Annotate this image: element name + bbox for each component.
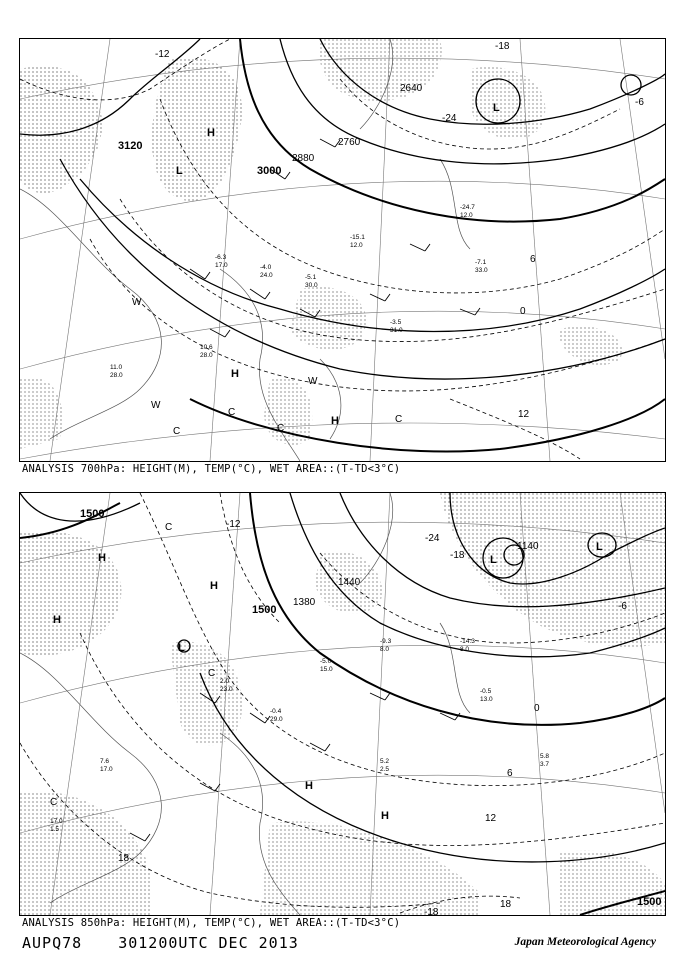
svg-text:12.0: 12.0: [350, 242, 363, 249]
wet-area: [264, 377, 312, 445]
temp-label: 12: [518, 409, 530, 420]
svg-text:13.0: 13.0: [480, 696, 493, 703]
height-label: 1500: [252, 604, 277, 616]
svg-text:7.6: 7.6: [100, 758, 110, 765]
temp-label: -6: [618, 601, 627, 612]
svg-text:17.0: 17.0: [215, 262, 228, 269]
high-pressure-center: H: [381, 810, 389, 822]
svg-text:10.6: 10.6: [200, 344, 213, 351]
svg-text:-5.1: -5.1: [305, 274, 317, 281]
svg-text:-5.0: -5.0: [320, 658, 332, 665]
height-label: 1440: [338, 577, 361, 588]
map-panel-700hpa: [19, 38, 666, 462]
wet-area: [152, 57, 242, 201]
map-panel-850hpa: [19, 492, 666, 916]
cold-center: C: [277, 423, 285, 434]
wet-area: [20, 377, 63, 449]
svg-text:-15.1: -15.1: [350, 234, 365, 241]
temp-label: -24: [442, 113, 457, 124]
temp-label: 18: [500, 899, 512, 910]
high-pressure-center: H: [98, 552, 106, 564]
height-label: 1380: [293, 597, 316, 608]
svg-text:31.0: 31.0: [390, 327, 403, 334]
svg-text:-3.5: -3.5: [390, 319, 402, 326]
svg-text:29.0: 29.0: [270, 716, 283, 723]
svg-text:2.0: 2.0: [220, 678, 230, 685]
temp-label: -18: [495, 41, 510, 52]
warm-center: W: [132, 297, 142, 308]
height-label: 2880: [292, 153, 315, 164]
wet-area: [560, 326, 622, 365]
height-label: 1140: [517, 541, 539, 552]
low-pressure-center: L: [176, 165, 183, 177]
high-pressure-center: H: [305, 780, 313, 792]
warm-center: W: [151, 400, 161, 411]
height-label: 1500: [637, 896, 662, 908]
temp-label: 6: [507, 768, 513, 779]
isotherms: [20, 39, 665, 459]
caption-700hpa: ANALYSIS 700hPa: HEIGHT(M), TEMP(°C), WET AREA::(T-TD<3°C): [22, 463, 401, 475]
height-label: 2640: [400, 83, 423, 94]
wet-area: [290, 287, 366, 350]
wet-area: [20, 531, 121, 655]
graticule: [20, 39, 665, 461]
svg-text:-7.1: -7.1: [475, 259, 487, 266]
svg-text:-6.3: -6.3: [215, 254, 227, 261]
height-contours: [20, 39, 665, 452]
svg-text:-4.0: -4.0: [260, 264, 272, 271]
svg-text:12.0: 12.0: [460, 212, 473, 219]
high-pressure-center: H: [53, 614, 61, 626]
svg-text:33.0: 33.0: [475, 267, 488, 274]
svg-text:28.0: 28.0: [110, 372, 123, 379]
valid-time: 301200UTC DEC 2013: [118, 934, 299, 952]
svg-text:-14.3: -14.3: [460, 638, 475, 645]
height-label: 3000: [257, 165, 282, 177]
temp-label: 6: [530, 254, 536, 265]
svg-text:8.0: 8.0: [380, 646, 390, 653]
chart-code: AUPQ78: [22, 934, 83, 952]
temp-label: -18: [450, 550, 465, 561]
temp-label: 18: [118, 853, 130, 864]
cold-center: C: [208, 668, 216, 679]
svg-text:-9.3: -9.3: [380, 638, 392, 645]
svg-text:3.7: 3.7: [540, 761, 550, 768]
wet-area: [470, 67, 545, 139]
svg-text:30.0: 30.0: [305, 282, 318, 289]
caption-850hpa: ANALYSIS 850hPa: HEIGHT(M), TEMP(°C), WET AREA::(T-TD<3°C): [22, 917, 401, 929]
cold-center: C: [228, 407, 236, 418]
low-pressure-center: L: [490, 554, 497, 566]
svg-text:-0.4: -0.4: [270, 708, 282, 715]
temp-label: -18: [424, 907, 439, 915]
height-label: 3120: [118, 140, 143, 152]
low-pressure-center: L: [493, 102, 500, 114]
svg-text:-24.7: -24.7: [460, 204, 475, 211]
low-pressure-center: L: [178, 642, 185, 654]
temp-label: 0: [520, 306, 526, 317]
svg-text:8.0: 8.0: [460, 646, 470, 653]
svg-text:2.5: 2.5: [380, 766, 390, 773]
agency-name: Japan Meteorological Agency: [514, 936, 656, 948]
cold-center: C: [165, 522, 173, 533]
high-pressure-center: H: [331, 415, 339, 427]
svg-text:11.0: 11.0: [110, 364, 123, 371]
cold-center: C: [173, 426, 181, 437]
warm-center: W: [308, 376, 318, 387]
high-pressure-center: H: [210, 580, 218, 592]
temp-label: -24: [425, 533, 440, 544]
svg-text:23.0: 23.0: [220, 686, 233, 693]
svg-text:5.8: 5.8: [540, 753, 550, 760]
high-pressure-center: H: [231, 368, 239, 380]
station-plots: [50, 638, 549, 833]
height-label: 2760: [338, 137, 361, 148]
svg-text:-0.5: -0.5: [480, 688, 492, 695]
temp-label: -12: [155, 49, 170, 60]
map-850hpa-svg: [20, 493, 665, 915]
svg-text:17.0: 17.0: [50, 818, 63, 825]
svg-text:24.0: 24.0: [260, 272, 273, 279]
temp-label: 12: [485, 813, 497, 824]
station-plots: [110, 204, 488, 379]
cold-center: C: [50, 797, 58, 808]
cold-center: C: [395, 414, 403, 425]
wet-area: [260, 821, 480, 915]
svg-text:1.5: 1.5: [50, 826, 60, 833]
wet-area: [440, 493, 665, 647]
temp-label: -6: [635, 97, 644, 108]
high-pressure-center: H: [207, 127, 215, 139]
low-pressure-center: L: [596, 541, 603, 553]
svg-text:5.2: 5.2: [380, 758, 390, 765]
svg-text:28.0: 28.0: [200, 352, 213, 359]
chart-footer: [22, 934, 325, 952]
svg-text:17.0: 17.0: [100, 766, 113, 773]
height-label: 1500: [80, 508, 105, 520]
wet-area: [319, 39, 441, 101]
map-700hpa-svg: [20, 39, 665, 461]
wet-area: [20, 791, 150, 915]
temp-label: 0: [534, 703, 540, 714]
temp-label: -12: [226, 519, 241, 530]
svg-text:15.0: 15.0: [320, 666, 333, 673]
